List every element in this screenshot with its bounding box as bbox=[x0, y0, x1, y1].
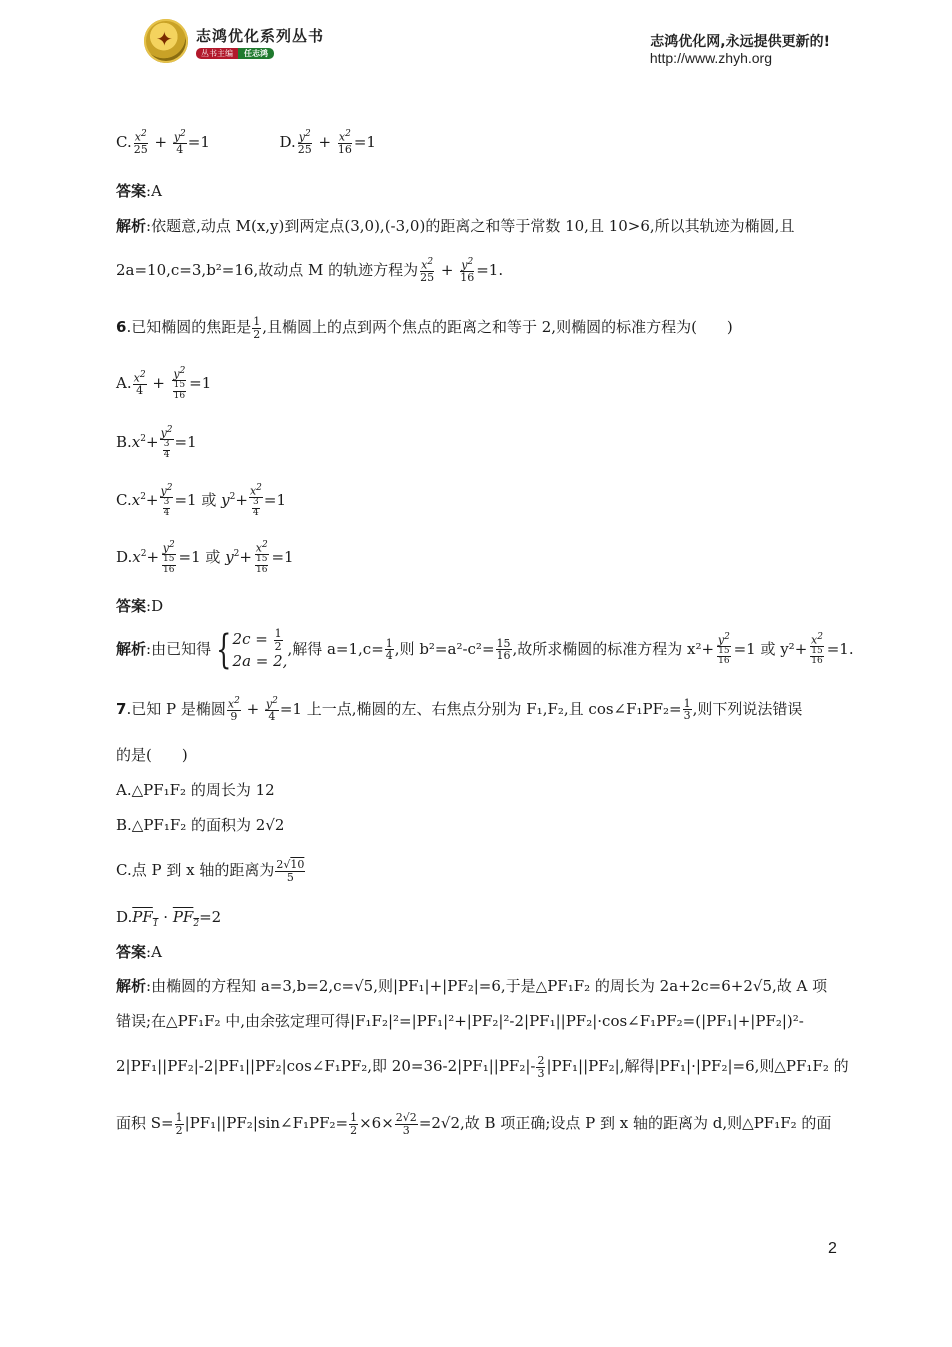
q7-stem-line1: 7.已知 P 是椭圆 $\frac{x^2}{9}$ + $\frac{y^2}{4}$ =1 上一点,椭圆的左、右焦点分别为 F₁,F₂,且 cos∠F₁PF₂= $\frac{1}{3}$ ,则下列说法错误 bbox=[116, 696, 803, 724]
q7-option-c: C.点 P 到 x 轴的距离为 $\frac{2√10}{5}$ bbox=[116, 858, 305, 884]
page-header bbox=[0, 0, 952, 80]
q5-analysis-line2: 2a=10,c=3,b²=16,故动点 M 的轨迹方程为 $\frac{x^2}{25}$ + $\frac{y^2}{16}$ =1. bbox=[116, 257, 504, 285]
q7-option-b: B.△PF₁F₂ 的面积为 2√2 bbox=[116, 816, 285, 834]
q7-analysis-line1: 解析:由椭圆的方程知 a=3,b=2,c=√5,则|PF₁|+|PF₂|=6,于是△PF₁F₂ 的周长为 2a+2c=6+2√5,故 A 项 bbox=[116, 977, 828, 995]
editor-name: 任志鸿 bbox=[238, 48, 274, 59]
header-slogan: 志鸿优化网,永远提供更新的! bbox=[650, 34, 830, 50]
q7-analysis-line4: 面积 S= $\frac{1}{2}$ |PF₁||PF₂|sin∠F₁PF₂= $\frac{1}{2}$ ×6× $\frac{2√2}{3}$ =2√2,故 B 项正确;设点 P 到 x 轴的距离为 d,则△PF₁F₂ 的面 bbox=[116, 1111, 832, 1137]
q7-analysis-line2: 错误;在△PF₁F₂ 中,由余弦定理可得|F₁F₂|²=|PF₁|²+|PF₂|²-2|PF₁||PF₂|·cos∠F₁PF₂=(|PF₁|+|PF₂|)²- bbox=[116, 1012, 804, 1030]
editor-badge bbox=[196, 48, 274, 59]
q7-option-d: $D.PF_1 \cdot PF_2=2$ bbox=[116, 908, 222, 929]
q6-option-d: $D.x^2+$ $\frac{y^2}{\frac{15}{16}}$ =1 或 $y^2+$ $\frac{x^2}{\frac{15}{16}}$ =1 bbox=[116, 540, 294, 575]
q5-analysis-line1: 解析:依题意,动点 M(x,y)到两定点(3,0),(-3,0)的距离之和等于常数 10,且 10>6,所以其轨迹为椭圆,且 bbox=[116, 217, 795, 235]
series-logo-icon bbox=[144, 19, 188, 63]
series-name: 志鸿优化系列丛书 bbox=[196, 27, 325, 45]
q6-stem: 6.已知椭圆的焦距是 $\frac{1}{2}$ ,且椭圆上的点到两个焦点的距离之和等于 2,则椭圆的标准方程为( ) bbox=[116, 315, 733, 341]
q7-analysis-line3: 2|PF₁||PF₂|-2|PF₁||PF₂|cos∠F₁PF₂,即 20=36-2|PF₁||PF₂|- $\frac{2}{3}$ |PF₁||PF₂|,解得|PF₁|·|PF₂|=6,则△PF₁F₂ 的 bbox=[116, 1054, 849, 1080]
q5-options-cd: C. $\frac{x^2}{25}$ + $\frac{y^2}{4}$ =1 D. $\frac{y^2}{25}$ + $\frac{x^2}{16}$ =1 bbox=[116, 129, 376, 157]
q6-option-b: $B.x^2+$ $\frac{y^2}{\frac{3}{4}}$ =1 bbox=[116, 425, 197, 460]
q6-answer: 答案:D bbox=[116, 597, 164, 615]
q6-analysis: 解析:由已知得 { 2c = $\frac{1}{2}$ 2a = 2, ,解得 a=1,c= $\frac{1}{4}$ ,则 b²=a²-c²= $\frac{15}{16}$ ,故所求椭圆的标准方程为 x²+ $\frac{y^2}{\frac{15}{16}}$ =1 或 y²+ $\frac{x^2}{\frac{15}{16}}$ =1. bbox=[116, 626, 854, 673]
q7-option-a: A.△PF₁F₂ 的周长为 12 bbox=[116, 781, 275, 799]
q7-stem-line2: 的是( ) bbox=[116, 746, 188, 764]
q5-answer: 答案:A bbox=[116, 182, 162, 200]
editor-label: 丛书主编 bbox=[196, 48, 238, 59]
q6-option-c: $C.x^2+$ $\frac{y^2}{\frac{3}{4}}$ =1 或 $y^2+$ $\frac{x^2}{\frac{3}{4}}$ =1 bbox=[116, 483, 287, 518]
q7-answer: 答案:A bbox=[116, 943, 162, 961]
page-number: 2 bbox=[828, 1240, 837, 1257]
q6-option-a: A. $\frac{x^2}{4}$ + $\frac{y^2}{\frac{15}{16}}$ =1 bbox=[116, 366, 212, 401]
header-url[interactable]: http://www.zhyh.org bbox=[649, 50, 772, 66]
